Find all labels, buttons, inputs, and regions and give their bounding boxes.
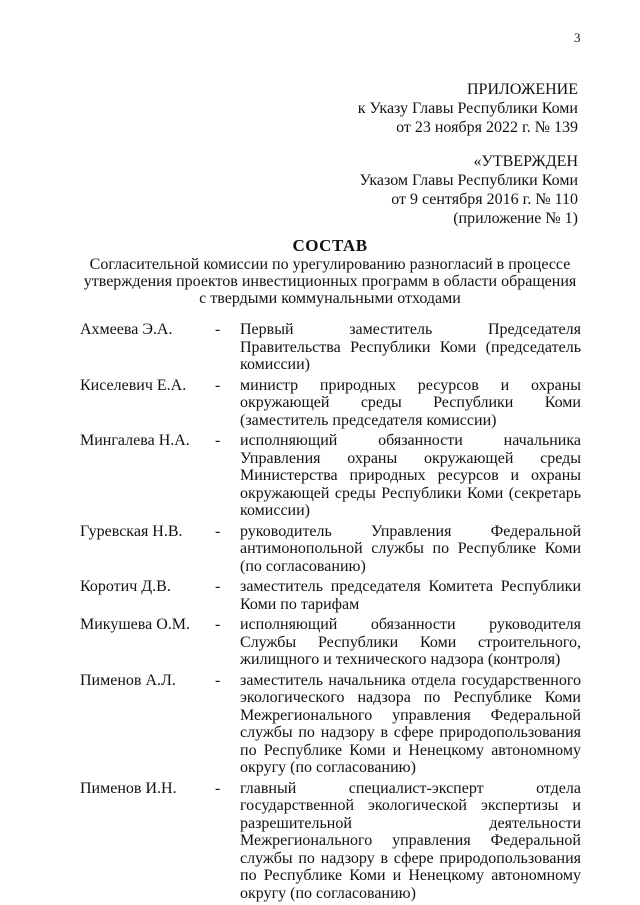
title-line: утверждения проектов инвестиционных программ в области обращения	[83, 273, 577, 290]
appendix-line: ПРИЛОЖЕНИЕ	[466, 81, 578, 98]
member-dash: -	[215, 376, 221, 394]
member-row	[80, 321, 581, 374]
member-name: Коротич Д.В.	[80, 578, 171, 595]
member-role: заместитель начальника отдела государственного экологического надзора по Республике Коми Межрегионального управления Федеральной службы по надзору в сфере природопользования по Республике Коми и Ненецкому автономному округу (по согласованию)	[240, 671, 581, 776]
member-row	[80, 780, 581, 903]
member-name: Пименов И.Н.	[80, 779, 177, 797]
member-name: Киселевич Е.А.	[80, 376, 187, 394]
member-dash: -	[215, 522, 221, 540]
member-name: Гуревская Н.В.	[80, 522, 183, 540]
member-dash: -	[215, 321, 221, 338]
member-name: Микушева О.М.	[80, 616, 190, 633]
title-line: с твердыми коммунальными отходами	[199, 290, 461, 307]
page-number: 3	[574, 30, 581, 45]
title-heading: СОСТАВ	[292, 236, 368, 255]
member-row	[80, 578, 581, 613]
approved-line: от 9 сентября 2016 г. № 110	[391, 191, 578, 208]
title-subheading	[80, 256, 580, 307]
approved-block	[359, 152, 578, 228]
appendix-line: к Указу Главы Республики Коми	[357, 100, 578, 117]
member-role: руководитель Управления Федеральной антимонопольной службы по Республике Коми (по согласованию)	[240, 522, 581, 575]
members-list	[80, 321, 581, 905]
member-role: Первый заместитель Председателя Правительства Республики Коми (председатель комиссии)	[240, 321, 581, 373]
member-role: исполняющий обязанности руководителя Службы Республики Коми строительного, жилищного и технического надзора (контроля)	[240, 616, 581, 668]
member-role: заместитель председателя Комитета Республики Коми по тарифам	[240, 578, 581, 613]
member-name: Ахмеева Э.А.	[80, 321, 173, 338]
member-row	[80, 523, 581, 576]
member-row	[80, 616, 581, 669]
member-row	[80, 432, 581, 520]
member-row	[80, 377, 581, 430]
member-name: Пименов А.Л.	[80, 671, 176, 689]
member-dash: -	[215, 671, 221, 689]
member-name: Мингалева Н.А.	[80, 432, 190, 449]
member-dash: -	[215, 578, 221, 595]
member-role: главный специалист-эксперт отдела государственной экологической экспертизы и разрешительной деятельности Межрегионального управления Федеральной службы по надзору в сфере природопользования по Республике Коми и Ненецкому автономному округу (по согласованию)	[240, 779, 581, 902]
member-dash: -	[215, 616, 221, 633]
member-row	[80, 672, 581, 777]
appendix-block	[358, 80, 578, 137]
title-line: Согласительной комиссии по урегулированию разногласий в процессе	[89, 256, 571, 273]
document-title	[80, 236, 580, 307]
approved-line: (приложение № 1)	[453, 210, 578, 227]
member-dash: -	[215, 779, 221, 797]
member-role: министр природных ресурсов и охраны окружающей среды Республики Коми (заместитель председателя комиссии)	[240, 376, 581, 429]
approved-line: Указом Главы Республики Коми	[359, 172, 578, 189]
member-dash: -	[215, 432, 221, 449]
member-role: исполняющий обязанности начальника Управления охраны окружающей среды Министерства природных ресурсов и охраны окружающей среды Республики Коми (секретарь комиссии)	[240, 432, 581, 519]
approved-line: «УТВЕРЖДЕН	[473, 153, 578, 170]
appendix-line: от 23 ноября 2022 г. № 139	[396, 119, 578, 136]
